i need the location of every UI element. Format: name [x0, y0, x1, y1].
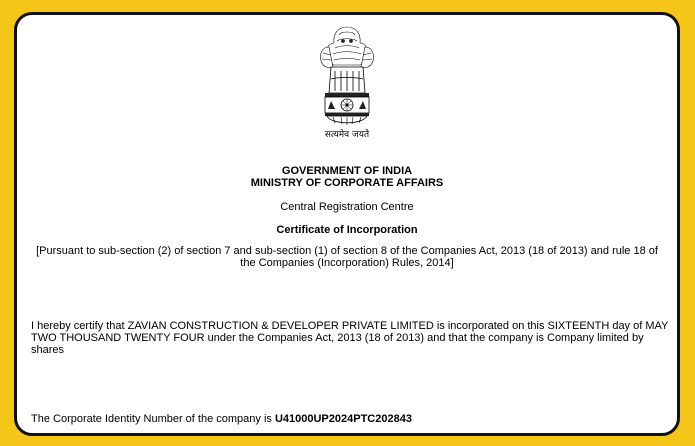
issuing-authority	[17, 165, 677, 189]
certificate-card	[14, 12, 680, 436]
cin-label: The Corporate Identity Number of the company is	[31, 413, 275, 425]
certification-statement: I hereby certify that ZAVIAN CONSTRUCTION & DEVELOPER PRIVATE LIMITED is incorporated on this SIXTEENTH day of MAY TWO THOUSAND TWENTY FOUR under the Companies Act, 2013 (18 of 2013) and that the company is Company limited by shares	[31, 320, 669, 356]
ministry-heading: MINISTRY OF CORPORATE AFFAIRS	[250, 177, 444, 189]
pursuant-clause: [Pursuant to sub-section (2) of section 7 and sub-section (1) of section 8 of the Companies Act, 2013 (18 of 2013) and rule 18 of the Companies (Incorporation) Rules, 2014]	[36, 245, 658, 269]
government-heading: GOVERNMENT OF INDIA	[281, 165, 413, 177]
emblem-motto: सत्यमेव जयते	[324, 130, 370, 140]
office-name: Central Registration Centre	[280, 201, 414, 213]
cin-number: U41000UP2024PTC202843	[274, 413, 412, 425]
certificate-title: Certificate of Incorporation	[276, 224, 418, 236]
cin-line	[31, 413, 412, 425]
national-emblem-icon	[307, 21, 387, 133]
